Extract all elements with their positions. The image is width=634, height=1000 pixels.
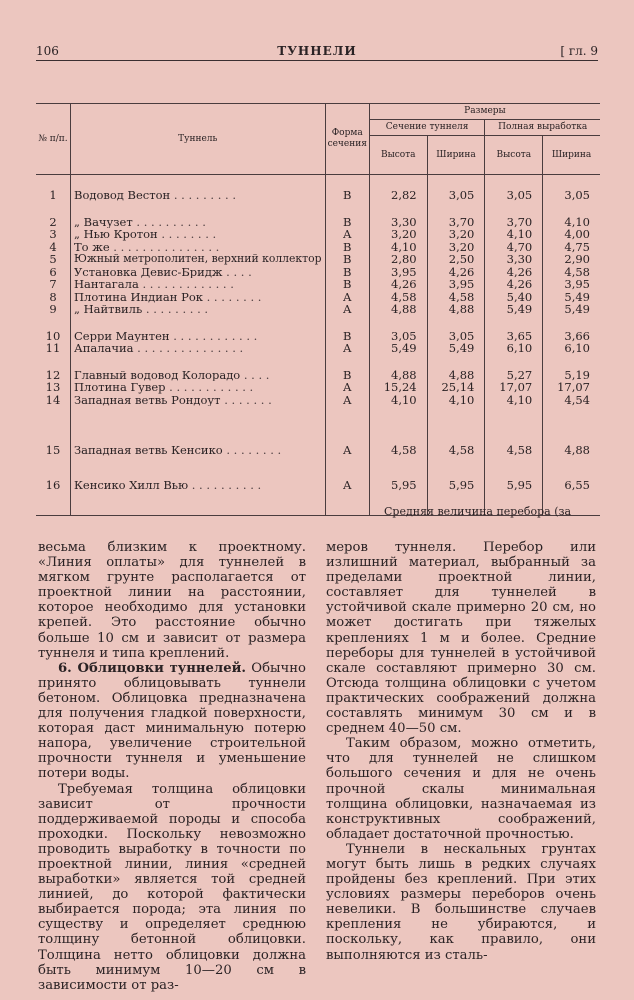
table-row: 9 „ Найтвиль . . . . . . . . . А 4,88 4,88 5,49 5,49	[36, 303, 600, 316]
table-row: 4 То же . . . . . . . . . . . . . . . В 4,10 3,20 4,70 4,75	[36, 241, 600, 254]
table-row: 7 Нантагала . . . . . . . . . . . . . В 4,26 3,95 4,26 3,95	[36, 278, 600, 291]
table-row: 2 „ Вачузет . . . . . . . . . . В 3,30 3,70 3,70 4,10	[36, 216, 600, 229]
table-footnote-fragment: Средняя величина перебора (за	[384, 505, 572, 518]
excavation-width-header: Ширина	[543, 136, 600, 175]
paragraph: весьма близким к проектному. «Линия оплаты» для туннелей в мягком грунте располагается от проектной линии на расстоянии, которое необходимо для установки крепей. Это расстояние обычно больше 10 см и зависит от размера туннеля и типа креплений.	[38, 540, 306, 661]
paragraph: меров туннеля. Перебор или излишний материал, выбранный за пределами проектной линии, составляет для туннелей в устойчивой скале примерно 20 см, но может достигать при тяжелых креплениях 1 м и более. Средние переборы для туннелей в устойчивой скале составляют примерно 30 см. Отсюда толщина облицовки с учетом практических соображений должна составлять минимум 30 см и в среднем 40—50 см.	[326, 540, 596, 737]
table-row: 14 Западная ветвь Рондоут . . . . . . . А 4,10 4,10 4,10 4,54	[36, 394, 600, 407]
table-row: 8 Плотина Индиан Рок . . . . . . . . А 4,58 4,58 5,40 5,49	[36, 291, 600, 304]
table-row: 3 „ Нью Кротон . . . . . . . . А 3,20 3,20 4,10 4,00	[36, 228, 600, 241]
col-shape-header: Форма сечения	[325, 104, 369, 175]
table-row: 11 Апалачиа . . . . . . . . . . . . . . . А 5,49 5,49 6,10 6,10	[36, 342, 600, 355]
running-title: ТУННЕЛИ	[277, 44, 357, 58]
table-row: 13 Плотина Гувер . . . . . . . . . . . . А 15,24 25,14 17,07 17,07	[36, 381, 600, 394]
section-height-header: Высота	[369, 136, 427, 175]
chapter-marker: [ гл. 9	[560, 44, 598, 58]
paragraph: Туннели в нескальных грунтах могут быть лишь в редких случаях пройдены без креплений. При этих условиях размеры переборов очень невелики. В большинстве случаев крепления не убираются, и поскольку, как правило, они выполняются из сталь-	[326, 841, 596, 963]
table-row: 5 Южный метрополитен, верхний коллектор В 2,80 2,50 3,30 2,90	[36, 253, 600, 266]
section-width-header: Ширина	[427, 136, 485, 175]
text-column-right	[326, 540, 596, 963]
table-row: 6 Установка Девис-Бридж . . . . В 3,95 4,26 4,26 4,58	[36, 266, 600, 279]
table-row: 16 Кенсико Хилл Вью . . . . . . . . . . А 5,95 5,95 5,95 6,55	[36, 479, 600, 492]
table-row: 1 Водовод Вестон . . . . . . . . . В 2,82 3,05 3,05 3,05	[36, 189, 600, 202]
paragraph: Таким образом, можно отметить, что для туннелей не слишком большого сечения и для не очень прочной скалы минимальная толщина облицовки, назначаемая из конструктивных соображений, обладает достаточной прочностью.	[326, 736, 596, 842]
dimensions-header: Размеры	[369, 104, 600, 120]
col-number-header: № п/п.	[36, 104, 71, 175]
running-header	[36, 44, 598, 62]
tunnel-dimensions-table	[36, 103, 600, 516]
text-column-left	[38, 540, 306, 993]
col-tunnel-header: Туннель	[71, 104, 326, 175]
page-number: 106	[36, 44, 59, 58]
section-heading: 6. Облицовки туннелей.	[58, 660, 246, 676]
table-row: 12 Главный водовод Колорадо . . . . В 4,88 4,88 5,27 5,19	[36, 369, 600, 382]
paragraph: Требуемая толщина облицовки зависит от прочности поддерживаемой породы и способа проходки. Поскольку невозможно проводить выработку в точности по проектной линии, линия «средней выработки» является той средней линией, до которой фактически выбирается порода; эта линия по существу и определяет среднюю толщину бетонной облицовки. Толщина нетто облицовки должна быть минимум 10—20 см в зависимости от раз-	[38, 781, 306, 993]
excavation-height-header: Высота	[485, 136, 543, 175]
table-row: 15 Западная ветвь Кенсико . . . . . . . . А 4,58 4,58 4,58 4,88	[36, 444, 600, 457]
section-header: Сечение туннеля	[369, 120, 485, 136]
table-row: 10 Серри Маунтен . . . . . . . . . . . . В 3,05 3,05 3,65 3,66	[36, 330, 600, 343]
header-rule	[36, 60, 598, 61]
paragraph: 6. Облицовки туннелей. Обычно принято облицовывать туннели бетоном. Облицовка предназначена для получения гладкой поверхности, которая даст минимальную потерю напора, увеличение строительной прочности туннеля и уменьшение потери воды.	[38, 660, 306, 782]
excavation-header: Полная выработка	[485, 120, 600, 136]
